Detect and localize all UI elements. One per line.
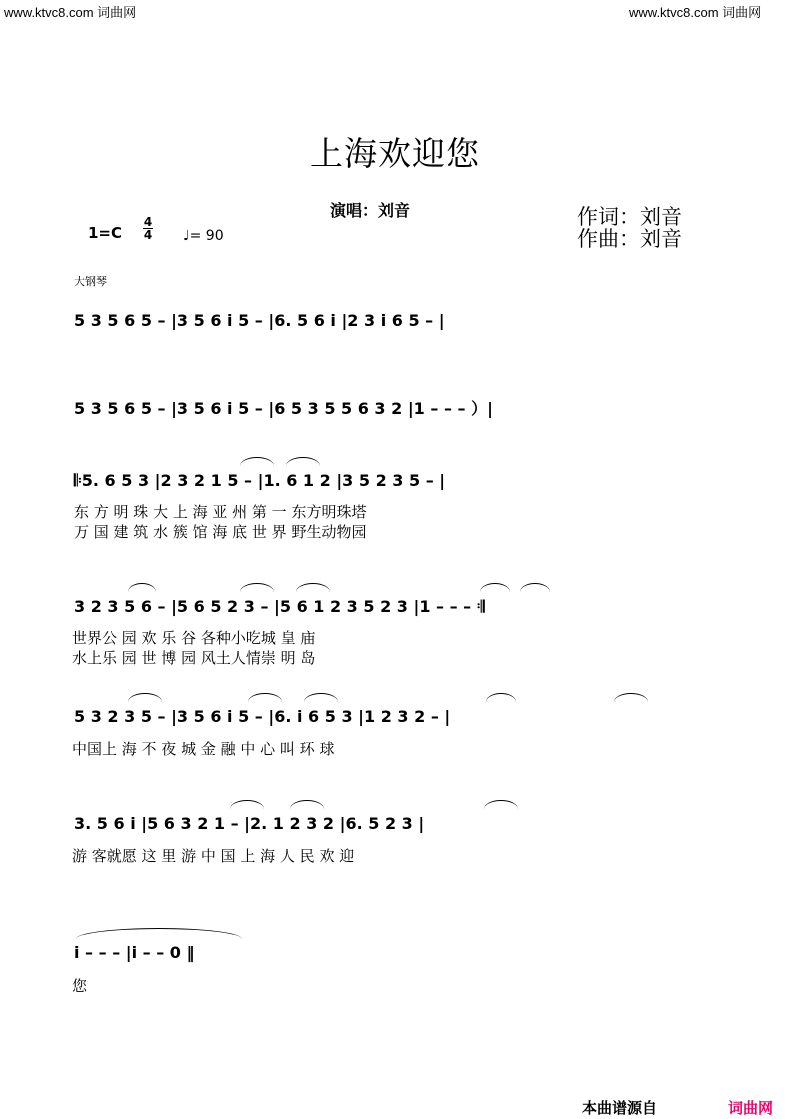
song-title: 上海欢迎您 [310, 134, 480, 173]
score-line-5: 5 3 2 3 5 – |3 5 6 i 5 – |6. i 6 5 3 |1 2 3 2 – | [74, 707, 451, 726]
watermark-right: www.ktvc8.com 词曲网 [629, 5, 762, 20]
slur [290, 800, 324, 809]
singer: 演唱：刘音 [330, 201, 411, 220]
slur [296, 583, 330, 592]
lyrics-3-verse-2: 万 国 建 筑 水 簇 馆 海 底 世 界 野生动物园 [74, 523, 367, 541]
score-line-7: i – – – |i – – 0 ‖ [74, 943, 195, 962]
lyrics-4-verse-1: 世界公 园 欢 乐 谷 各种小吃城 皇 庙 [72, 629, 316, 647]
slur [128, 583, 156, 592]
slur [240, 457, 274, 466]
slur [486, 693, 516, 702]
footer-source: 本曲谱源自 [582, 1099, 658, 1117]
score-line-1: 5 3 5 6 5 – |3 5 6 i 5 – |6. 5 6 i |2 3 i 6 5 – | [74, 311, 445, 330]
score-line-2: 5 3 5 6 5 – |3 5 6 i 5 – |6 5 3 5 5 6 3 2 |1 – – – ）| [74, 399, 493, 418]
lyrics-4-verse-2: 水上乐 园 世 博 园 风土人情崇 明 岛 [72, 649, 316, 667]
instrument: 大钢琴 [74, 275, 107, 288]
slur [484, 800, 518, 809]
slur [76, 928, 242, 939]
score-line-6: 3. 5 6 i |5 6 3 2 1 – |2. 1 2 3 2 |6. 5 2 3 | [74, 814, 425, 833]
time-sig-bottom: 4 [143, 228, 153, 242]
slur [286, 457, 320, 466]
slur [248, 693, 282, 702]
slur [230, 800, 264, 809]
time-sig-top: 4 [143, 215, 153, 229]
watermark-left: www.ktvc8.com 词曲网 [4, 5, 137, 20]
lyrics-3-verse-1: 东 方 明 珠 大 上 海 亚 州 第 一 东方明珠塔 [74, 503, 367, 521]
slur [480, 583, 510, 592]
score-line-4: 3 2 3 5 6 – |5 6 5 2 3 – |5 6 1 2 3 5 2 3 |1 – – – 𝄇 [74, 597, 485, 616]
lyrics-5: 中国上 海 不 夜 城 金 融 中 心 叫 环 球 [72, 740, 335, 758]
tempo-marking: ♩= 90 [183, 228, 224, 244]
footer-brand: 词曲网 [728, 1099, 774, 1117]
time-signature [143, 216, 153, 241]
slur [614, 693, 648, 702]
credits [577, 206, 682, 250]
score-line-3: 𝄆5. 6 5 3 |2 3 2 1 5 – |1. 6 1 2 |3 5 2 3 5 – | [74, 471, 446, 490]
key-signature: 1=C [88, 224, 123, 242]
slur [128, 693, 162, 702]
lyricist: 作词：刘音 [577, 205, 682, 229]
lyrics-6: 游 客就愿 这 里 游 中 国 上 海 人 民 欢 迎 [72, 847, 355, 865]
lyrics-7: 您 [72, 977, 88, 995]
composer: 作曲：刘音 [577, 227, 682, 251]
slur [520, 583, 550, 592]
slur [240, 583, 274, 592]
slur [304, 693, 338, 702]
